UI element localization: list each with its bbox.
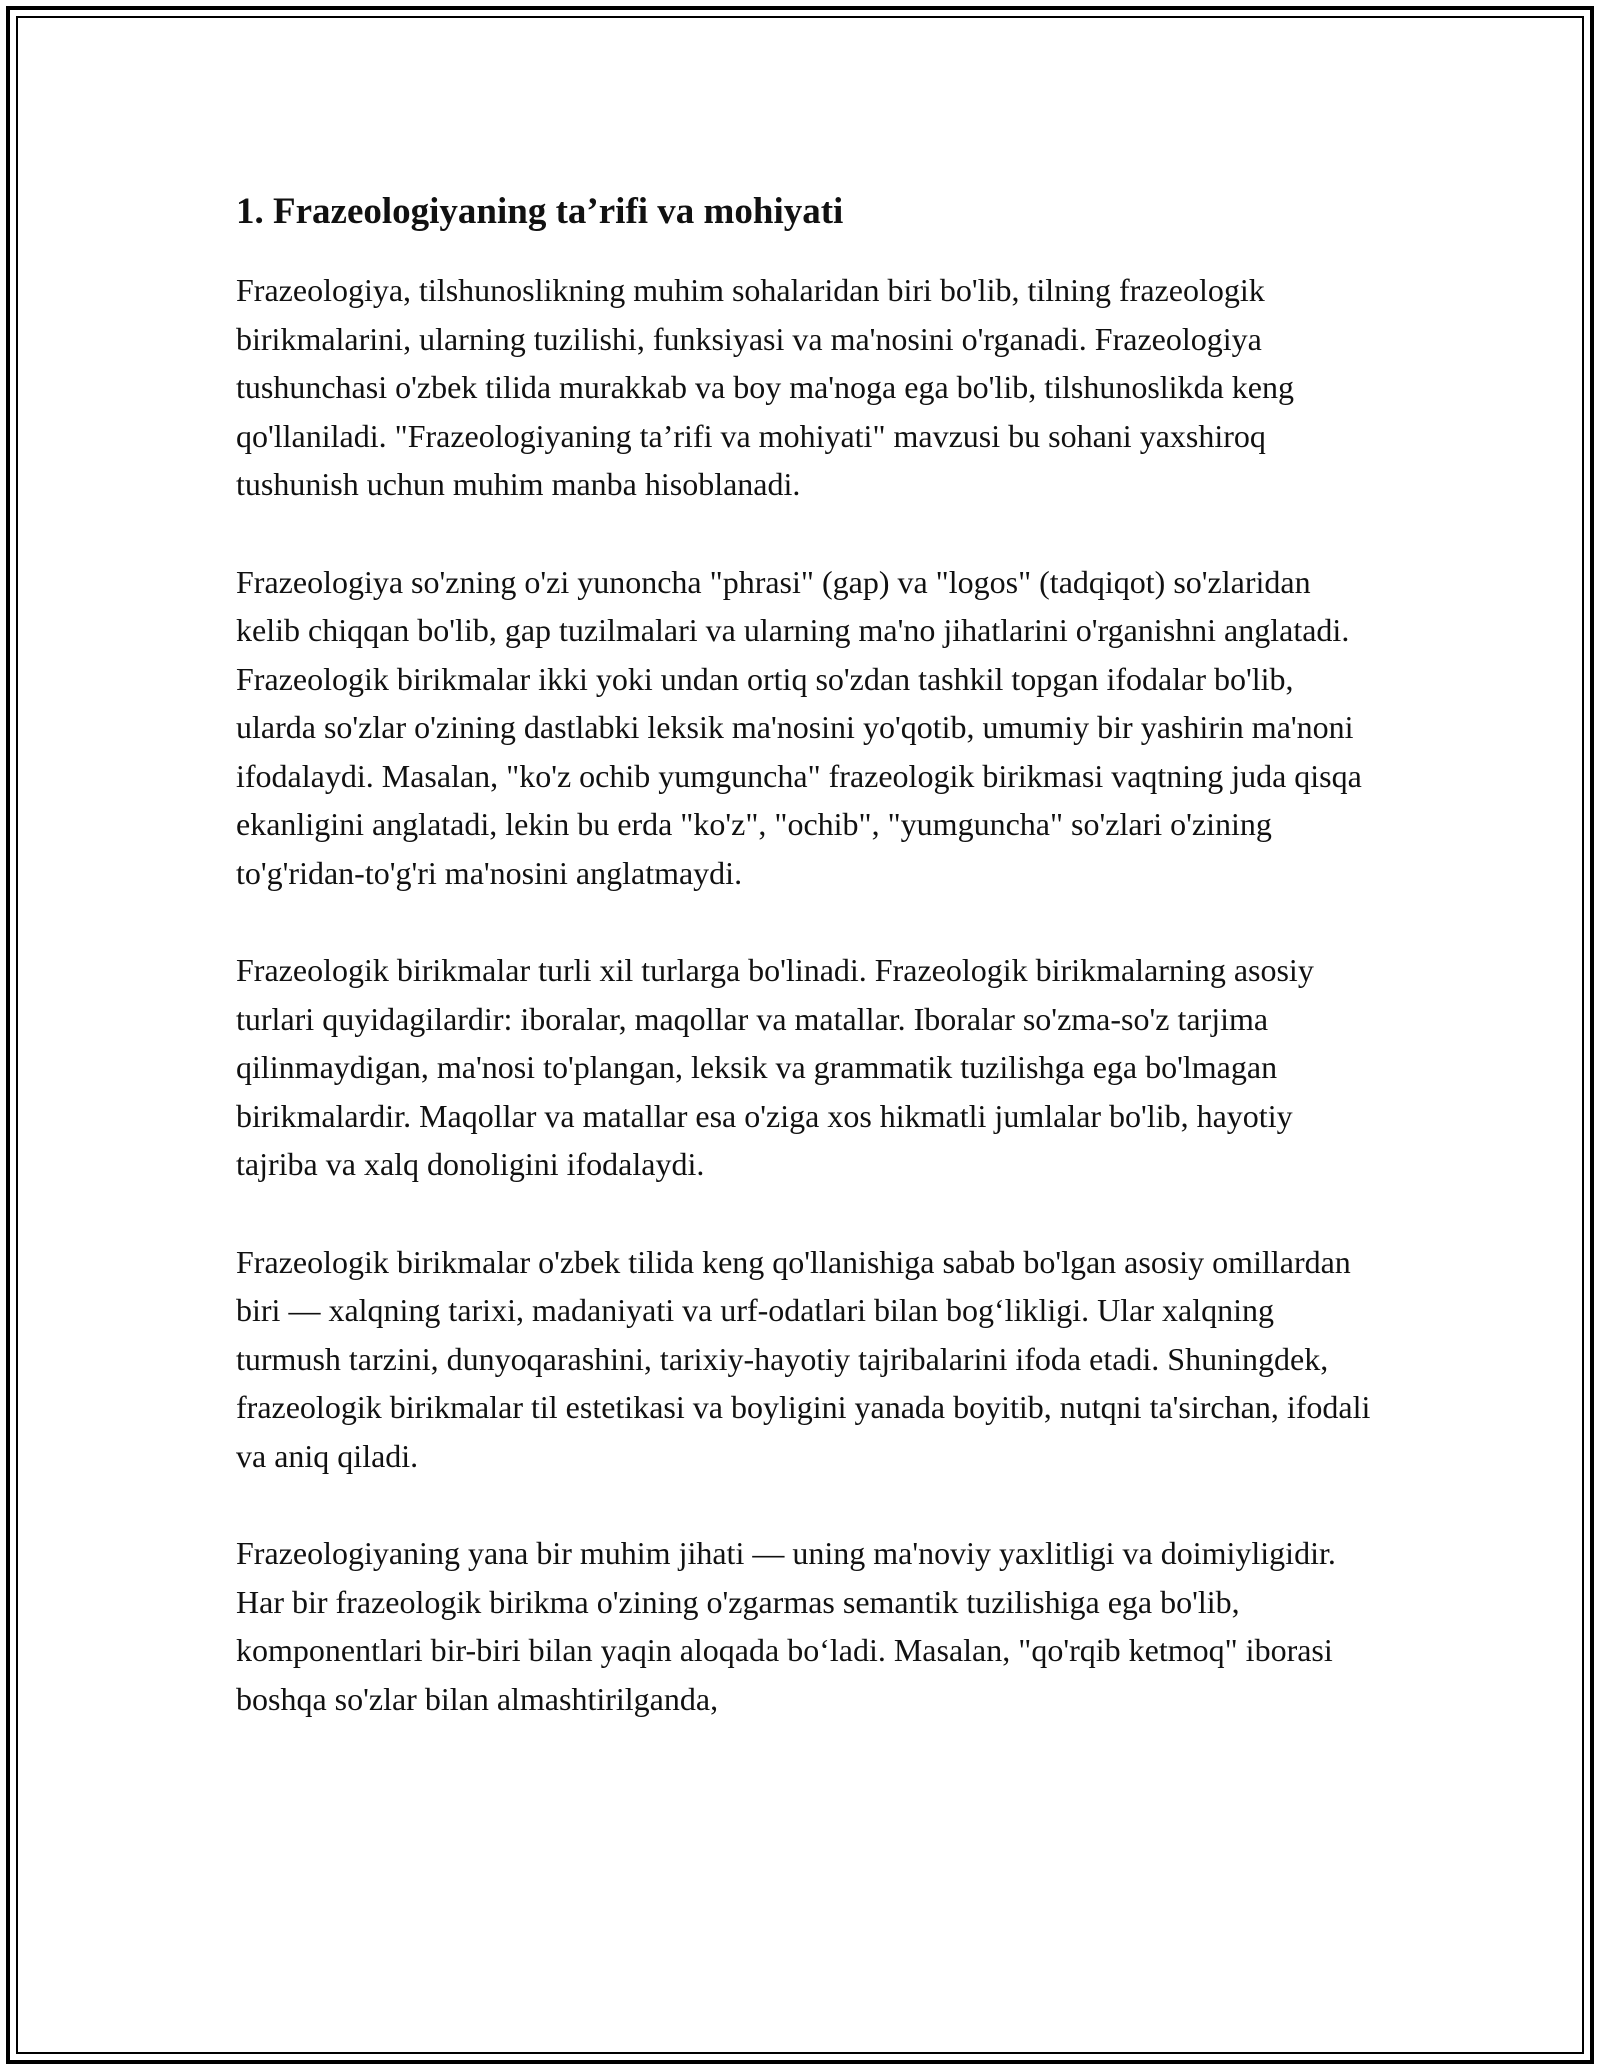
paragraph-5: Frazeologiyaning yana bir muhim jihati — uning ma'noviy yaxlitligi va doimiyligidir. Har bir frazeologik birikma o'zining o'zgarmas semantik tuzilishiga ega bo'lib, komponentlari bir-biri bilan yaqin aloqada bo‘ladi. Masalan, "qo'rqib ketmoq" iborasi boshqa so'zlar bilan almashtirilganda, xyxy=(236,1535,1336,1717)
section-heading: 1. Frazeologiyaning ta’rifi va mohiyati xyxy=(236,191,844,232)
document-body xyxy=(236,190,1376,1772)
paragraph-2: Frazeologiya so'zning o'zi yunoncha "phrasi" (gap) va "logos" (tadqiqot) so'zlaridan kelib chiqqan bo'lib, gap tuzilmalari va ularning ma'no jihatlarini o'rganishni anglatadi. Frazeologik birikmalar ikki yoki undan ortiq so'zdan tashkil topgan ifodalar bo'lib, ularda so'zlar o'zining dastlabki leksik ma'nosini yo'qotib, umumiy bir yashirin ma'noni ifodalaydi. Masalan, "ko'z ochib yumguncha" frazeologik birikmasi vaqtning juda qisqa ekanligini anglatadi, lekin bu erda "ko'z", "ochib", "yumguncha" so'zlari o'zining to'g'ridan-to'g'ri ma'nosini anglatmaydi. xyxy=(236,563,1362,891)
paragraph-3: Frazeologik birikmalar turli xil turlarga bo'linadi. Frazeologik birikmalarning asosiy turlari quyidagilardir: iboralar, maqollar va matallar. Iboralar so'zma-so'z tarjima qilinmaydigan, ma'nosi to'plangan, leksik va grammatik tuzilishga ega bo'lmagan birikmalardir. Maqollar va matallar esa o'ziga xos hikmatli jumlalar bo'lib, hayotiy tajriba va xalq donoligini ifodalaydi. xyxy=(236,952,1314,1182)
paragraph-4: Frazeologik birikmalar o'zbek tilida keng qo'llanishiga sabab bo'lgan asosiy omillardan biri — xalqning tarixi, madaniyati va urf-odatlari bilan bog‘likligi. Ular xalqning turmush tarzini, dunyoqarashini, tarixiy-hayotiy tajribalarini ifoda etadi. Shuningdek, frazeologik birikmalar til estetikasi va boyligini yanada boyitib, nutqni ta'sirchan, ifodali va aniq qiladi. xyxy=(236,1243,1371,1474)
paragraph-1: Frazeologiya, tilshunoslikning muhim sohalaridan biri bo'lib, tilning frazeologik birikmalarini, ularning tuzilishi, funksiyasi va ma'nosini o'rganadi. Frazeologiya tushunchasi o'zbek tilida murakkab va boy ma'noga ega bo'lib, tilshunoslikda keng qo'llaniladi. "Frazeologiyaning ta’rifi va mohiyati" mavzusi bu sohani yaxshiroq tushunish uchun muhim manba hisoblanadi. xyxy=(236,272,1294,502)
